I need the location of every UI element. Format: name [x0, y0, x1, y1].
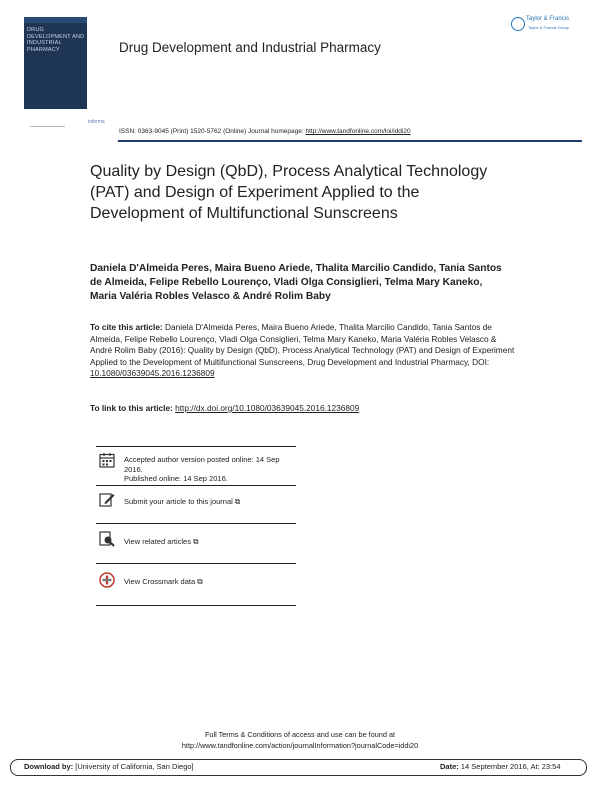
divider — [96, 446, 296, 447]
header-rule — [118, 140, 582, 142]
article-title: Quality by Design (QbD), Process Analytical Technology (PAT) and Design of Experiment Applied to the Development of Multifunctional Sunscreens — [90, 163, 488, 222]
publication-dates — [124, 455, 299, 484]
external-link-icon: ⧉ — [234, 497, 241, 506]
tandf-logo-icon — [511, 17, 525, 31]
divider — [96, 523, 296, 524]
crossmark-icon[interactable] — [99, 572, 115, 588]
cite-text: Daniela D'Almeida Peres, Maira Bueno Ariede, Thalita Marcilio Candido, Tania Santos de Almeida, Felipe Rebello Lourenço, Vladi Olga Consiglieri, Telma Mary Kaneko, Maria Valéria Robles Velasco & André Rolim Baby (2016): Quality by Design (QbD), Process Analytical Technology (PAT) and Design of Experiment Applied to the Development of Multifunctional Sunscreens, Drug Development and Industrial Pharmacy, DOI: — [90, 322, 515, 367]
crossmark-label[interactable]: View Crossmark data — [124, 577, 196, 586]
publisher-small: informa — [88, 119, 105, 125]
related-icon[interactable] — [99, 531, 115, 547]
cover-stripe — [24, 17, 87, 23]
download-date-value: 14 September 2016, At: 23:54 — [458, 762, 561, 771]
divider — [96, 563, 296, 564]
edit-icon[interactable] — [99, 491, 115, 507]
terms-line: Full Terms & Conditions of access and use can be found at — [204, 730, 396, 739]
submit-article-label[interactable]: Submit your article to this journal — [124, 497, 233, 506]
accepted-date: Accepted author version posted online: 14 Sep 2016. — [124, 455, 280, 474]
divider — [96, 485, 296, 486]
cite-label: To cite this article: — [90, 322, 165, 332]
related-articles-link[interactable] — [124, 537, 299, 547]
crossmark-link[interactable] — [124, 577, 299, 587]
article-doi-link[interactable]: http://dx.doi.org/10.1080/03639045.2016.1236809 — [175, 403, 360, 413]
terms-footer — [0, 729, 600, 751]
download-by-label: Download by: — [24, 762, 74, 771]
submit-article-link[interactable] — [124, 497, 299, 507]
calendar-icon — [99, 452, 115, 468]
publisher-logo-text: Taylor & Francis — [526, 16, 570, 22]
download-date — [440, 762, 561, 771]
external-link-icon: ⧉ — [193, 537, 199, 546]
cite-doi-link[interactable]: 10.1080/03639045.2016.1236809 — [90, 368, 215, 378]
publisher-logo-subtext: Taylor & Francis Group — [528, 25, 569, 30]
divider — [96, 605, 296, 606]
download-by — [24, 762, 194, 771]
article-authors: Daniela D'Almeida Peres, Maira Bueno Ariede, Thalita Marcilio Candido, Tania Santos de Almeida, Felipe Rebello Lourenço, Vladi Olga Consiglieri, Telma Mary Kaneko, Maria Valéria Robles Velasco & André Rolim Baby — [90, 263, 502, 302]
divider — [30, 126, 65, 127]
download-date-label: Date: — [440, 762, 459, 771]
link-block — [90, 403, 520, 413]
external-link-icon: ⧉ — [197, 577, 203, 586]
terms-url-link[interactable]: http://www.tandfonline.com/action/journalInformation?journalCode=iddi20 — [181, 741, 419, 750]
issn-text: ISSN: 0363-9045 (Print) 1520-5762 (Online) Journal homepage: — [119, 128, 306, 135]
citation-block — [90, 322, 520, 380]
journal-homepage-link[interactable]: http://www.tandfonline.com/loi/iddi20 — [305, 128, 411, 135]
related-articles-label[interactable]: View related articles — [124, 537, 191, 546]
download-by-value: [University of California, San Diego] — [73, 762, 194, 771]
issn-line — [119, 128, 411, 135]
journal-title: Drug Development and Industrial Pharmacy — [119, 40, 381, 55]
published-date: Published online: 14 Sep 2016. — [124, 474, 228, 483]
cover-title: DRUG DEVELOPMENT AND INDUSTRIAL PHARMACY — [27, 27, 85, 53]
link-label: To link to this article: — [90, 403, 176, 413]
